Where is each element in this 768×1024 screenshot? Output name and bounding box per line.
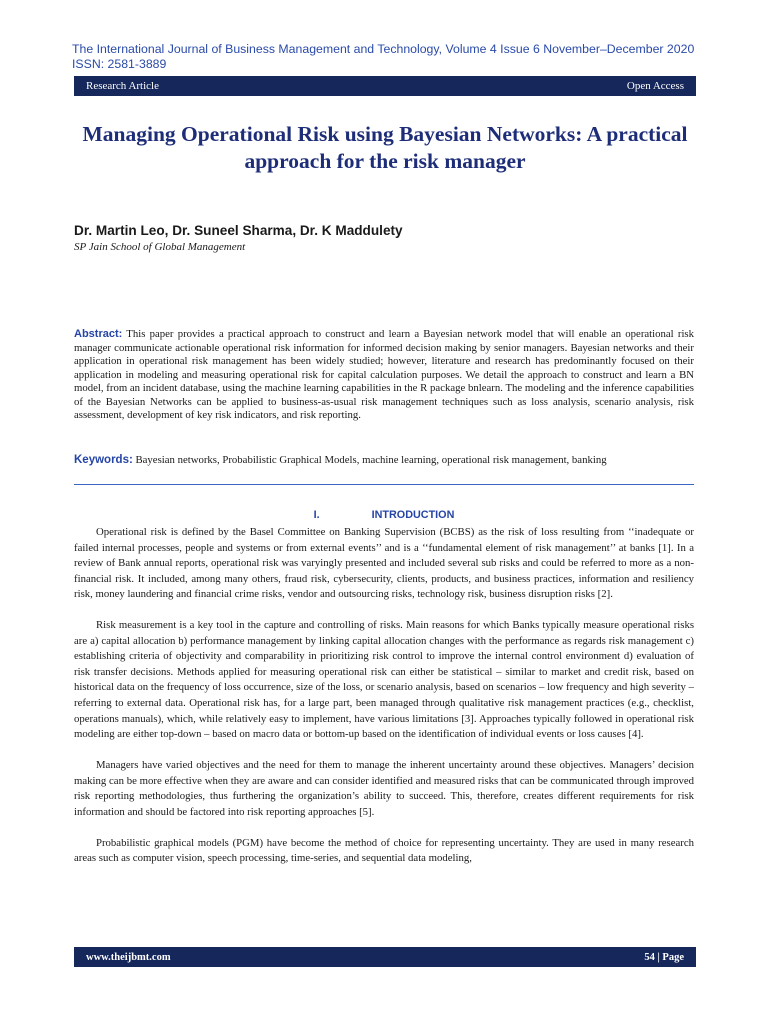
paragraph: Managers have varied objectives and the need for them to manage the inherent uncertainty around these objectives. Managers’ decision making can be more effective when they are aware and can consider identified and measured risks that can be communicated through improved risk reporting methodologies, thus furthering the organization’s ability to succeed. This, therefore, creates different requirements for risk information and should be factored into risk reporting approaches [5]. — [74, 759, 694, 818]
paper-title: Managing Operational Risk using Bayesian Networks: A practical approach for the risk manager — [82, 122, 688, 173]
section-divider — [74, 484, 694, 485]
section-title: INTRODUCTION — [371, 509, 455, 521]
author-list: Dr. Martin Leo, Dr. Suneel Sharma, Dr. K Maddulety — [74, 223, 403, 238]
abstract-label: Abstract: — [74, 328, 123, 340]
journal-header — [72, 42, 702, 72]
section-number: I. — [313, 509, 320, 521]
keywords-text: Bayesian networks, Probabilistic Graphical Models, machine learning, operational risk management, banking — [132, 454, 607, 466]
article-type-bar — [74, 76, 696, 96]
access-label: Open Access — [626, 80, 684, 92]
affiliation: SP Jain School of Global Management — [74, 241, 246, 253]
paragraph: Risk measurement is a key tool in the capture and controlling of risks. Main reasons for which Banks typically measure operational risks are a) capital allocation b) performance management by linking capital allocation changes with the performance as regards risk management c) establishing criteria of objectivity and comparability in prioritizing risk control to improve the internal control environment d) evaluation of risk transfer decisions. Methods applied for measuring operational risk can either be statistical – similar to market and credit risk, based on historical data on the frequency of loss occurrence, size of the loss, or scenario analysis, based on scenarios – low frequency and high severity – referring to external data. Operational risk has, for a large part, been managed through qualitative risk management practices (e.g., checklist, operations manuals), which, while relatively easy to implement, have various limitations [3]. Approaches typically followed in operational risk modeling are either top-down – based on macro data or bottom-up based on the identification of individual events or loss causes [4]. — [74, 619, 694, 741]
abstract-text: This paper provides a practical approach to construct and learn a Bayesian network model that will enable an operational risk manager communicate actionable operational risk information for informed decision making by senior managers. Bayesian networks and their application in operational risk management has been widely studied; however, literature and research has predominantly focused on their application in modeling and measuring operational risk for capital calculation purposes. We detail the approach to construct and learn a BN model, from an incident database, using the machine learning capabilities in the R package bnlearn. The modeling and the inference capabilities of the Bayesian Networks can be applied to business-as-usual risk management techniques such as loss analysis, scenario analysis, risk assessment, development of key risk indicators, and risk reporting. — [74, 328, 694, 421]
body-text — [74, 525, 694, 882]
paragraph: Operational risk is defined by the Basel Committee on Banking Supervision (BCBS) as the risk of loss resulting from ‘‘inadequate or failed internal processes, people and systems or from external events’’ and is a ‘‘fundamental element of risk management’’ at banks [1]. In a review of Bank annual reports, operational risk was varyingly presented and included several sub risks and could be referred to more as a non-financial risk. It included, among many others, fraud risk, cybersecurity, clients, products, and business practices, information and resiliency risk, money laundering and financial crime risks, vendor and outsourcing risks, technology risk, business disruption risks [2]. — [74, 526, 694, 601]
page-number: 54 | Page — [644, 951, 684, 963]
footer-bar — [74, 947, 696, 967]
section-heading — [74, 509, 694, 521]
keywords-label: Keywords: — [74, 454, 133, 466]
journal-issn: ISSN: 2581-3889 — [72, 57, 167, 71]
paragraph: Probabilistic graphical models (PGM) have become the method of choice for representing uncertainty. They are used in many research areas such as computer vision, speech processing, time-series, and sequential data modeling, — [74, 836, 694, 865]
keywords — [74, 453, 694, 467]
footer-website: www.theijbmt.com — [86, 951, 171, 963]
article-type-label: Research Article — [86, 80, 159, 92]
journal-citation: The International Journal of Business Management and Technology, Volume 4 Issue 6 November–December 2020 — [72, 42, 695, 56]
abstract — [74, 328, 694, 423]
